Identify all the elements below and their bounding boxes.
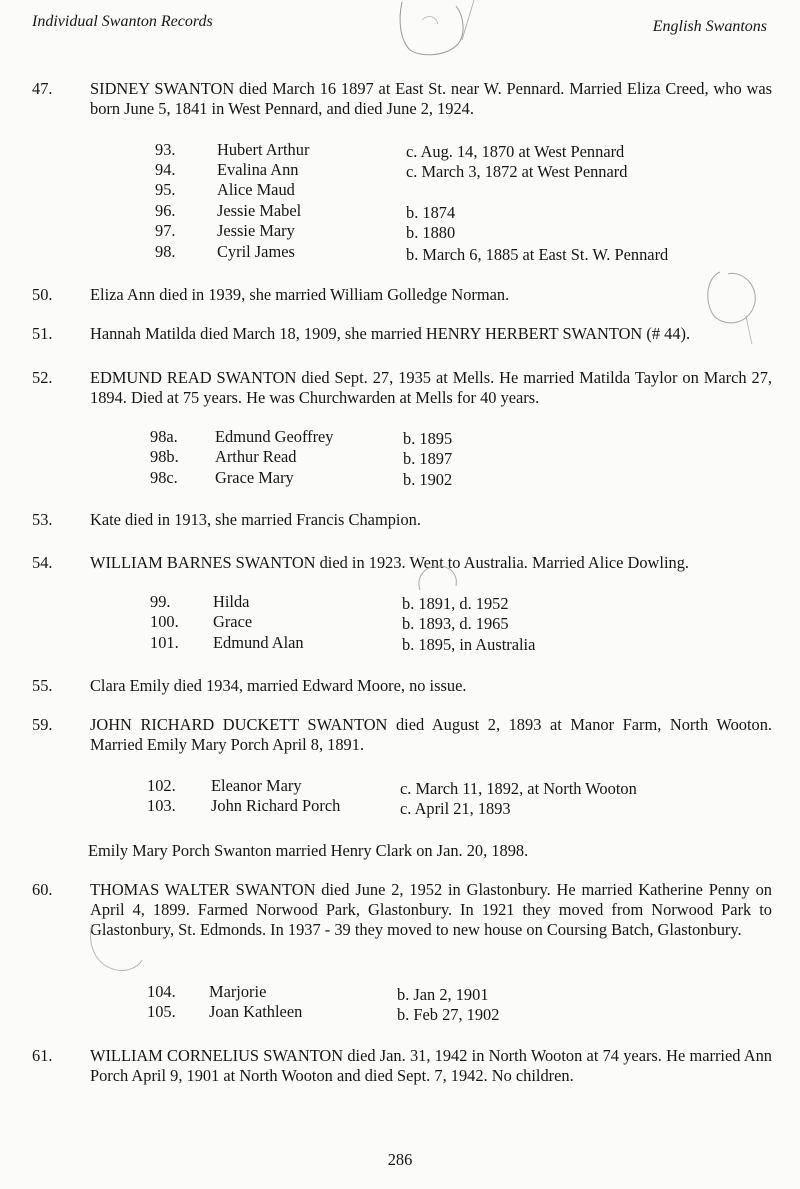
child-name: Arthur Read bbox=[215, 447, 297, 466]
child-info: c. Aug. 14, 1870 at West Pennard bbox=[406, 142, 625, 161]
record-number: 61. bbox=[32, 1046, 53, 1065]
child-info: b. 1893, d. 1965 bbox=[402, 614, 509, 633]
child-name: Jessie Mary bbox=[217, 221, 295, 240]
record-text: THOMAS WALTER SWANTON died June 2, 1952 in Glastonbury. He married Katherine Penny on April 4, 1899. Farmed Norwood Park, Glastonbury. In 1921 they moved from Norwood Park to Glastonbury, St. Edmonds. In 1937 - 39 they moved to new house on Coursing Batch, Glastonbury. bbox=[90, 880, 772, 939]
child-info: b. 1895 bbox=[403, 429, 453, 448]
child-number: 94. bbox=[155, 160, 176, 179]
child-number: 98c. bbox=[150, 468, 178, 487]
record-text: SIDNEY SWANTON died March 16 1897 at East St. near W. Pennard. Married Eliza Creed, who was born June 5, 1841 in West Pennard, and died June 2, 1924. bbox=[90, 79, 772, 118]
child-name: Alice Maud bbox=[217, 180, 295, 199]
child-name: John Richard Porch bbox=[211, 796, 341, 815]
record-text: JOHN RICHARD DUCKETT SWANTON died August 2, 1893 at Manor Farm, North Wooton. Married Emily Mary Porch April 8, 1891. bbox=[90, 715, 772, 754]
child-number: 93. bbox=[155, 140, 176, 159]
record-number: 54. bbox=[32, 553, 53, 572]
running-header-right: English Swantons bbox=[652, 18, 767, 35]
record-number: 52. bbox=[32, 368, 53, 387]
pencil-scribble-mark bbox=[392, 0, 482, 60]
child-number: 99. bbox=[150, 592, 171, 611]
child-number: 105. bbox=[147, 1002, 176, 1021]
record-number: 55. bbox=[32, 676, 53, 695]
child-info: b. 1897 bbox=[403, 449, 453, 468]
child-info: b. March 6, 1885 at East St. W. Pennard bbox=[406, 245, 669, 264]
record-text: WILLIAM BARNES SWANTON died in 1923. Went to Australia. Married Alice Dowling. bbox=[90, 553, 689, 572]
child-name: Hilda bbox=[213, 592, 250, 611]
child-name: Evalina Ann bbox=[217, 160, 299, 179]
record-number: 50. bbox=[32, 285, 53, 304]
child-name: Cyril James bbox=[217, 242, 295, 261]
record-text: Clara Emily died 1934, married Edward Moore, no issue. bbox=[90, 676, 467, 695]
record-number: 60. bbox=[32, 880, 53, 899]
child-number: 102. bbox=[147, 776, 176, 795]
record-number: 53. bbox=[32, 510, 53, 529]
child-info: b. 1895, in Australia bbox=[402, 635, 536, 654]
record-text: Hannah Matilda died March 18, 1909, she married HENRY HERBERT SWANTON (# 44). bbox=[90, 324, 691, 343]
child-info: b. 1891, d. 1952 bbox=[402, 594, 509, 613]
record-text: Eliza Ann died in 1939, she married William Golledge Norman. bbox=[90, 285, 510, 304]
child-number: 103. bbox=[147, 796, 176, 815]
record-number: 59. bbox=[32, 715, 53, 734]
child-number: 95. bbox=[155, 180, 176, 199]
child-info: c. March 11, 1892, at North Wooton bbox=[400, 779, 637, 798]
child-name: Edmund Geoffrey bbox=[215, 427, 334, 446]
child-name: Grace Mary bbox=[215, 468, 294, 487]
child-name: Hubert Arthur bbox=[217, 140, 310, 159]
record-number: 51. bbox=[32, 324, 53, 343]
record-text: WILLIAM CORNELIUS SWANTON died Jan. 31, 1942 in North Wooton at 74 years. He married Ann Porch April 9, 1901 at North Wooton and died Sept. 7, 1942. No children. bbox=[90, 1046, 772, 1085]
child-info: c. March 3, 1872 at West Pennard bbox=[406, 162, 628, 181]
child-number: 101. bbox=[150, 633, 179, 652]
record-text: Kate died in 1913, she married Francis Champion. bbox=[90, 510, 421, 529]
child-name: Grace bbox=[213, 612, 253, 631]
child-info: c. April 21, 1893 bbox=[400, 799, 511, 818]
child-name: Edmund Alan bbox=[213, 633, 304, 652]
child-number: 98. bbox=[155, 242, 176, 261]
child-info: b. 1874 bbox=[406, 203, 456, 222]
child-info: b. 1880 bbox=[406, 223, 456, 242]
child-name: Jessie Mabel bbox=[217, 201, 302, 220]
child-number: 96. bbox=[155, 201, 176, 220]
record-text: EDMUND READ SWANTON died Sept. 27, 1935 at Mells. He married Matilda Taylor on March 27, 1894. Died at 75 years. He was Churchwarden at Mells for 40 years. bbox=[90, 368, 772, 407]
child-number: 100. bbox=[150, 612, 179, 631]
child-name: Eleanor Mary bbox=[211, 776, 302, 795]
child-info: b. 1902 bbox=[403, 470, 453, 489]
child-info: b. Feb 27, 1902 bbox=[397, 1005, 500, 1024]
page-number: 286 bbox=[387, 1150, 413, 1169]
child-number: 104. bbox=[147, 982, 176, 1001]
child-name: Marjorie bbox=[209, 982, 267, 1001]
child-number: 98b. bbox=[150, 447, 179, 466]
child-number: 97. bbox=[155, 221, 176, 240]
child-number: 98a. bbox=[150, 427, 178, 446]
child-name: Joan Kathleen bbox=[209, 1002, 303, 1021]
child-info: b. Jan 2, 1901 bbox=[397, 985, 489, 1004]
running-header-left: Individual Swanton Records bbox=[32, 13, 213, 30]
record-number: 47. bbox=[32, 79, 53, 98]
record-note: Emily Mary Porch Swanton married Henry Clark on Jan. 20, 1898. bbox=[88, 841, 529, 860]
